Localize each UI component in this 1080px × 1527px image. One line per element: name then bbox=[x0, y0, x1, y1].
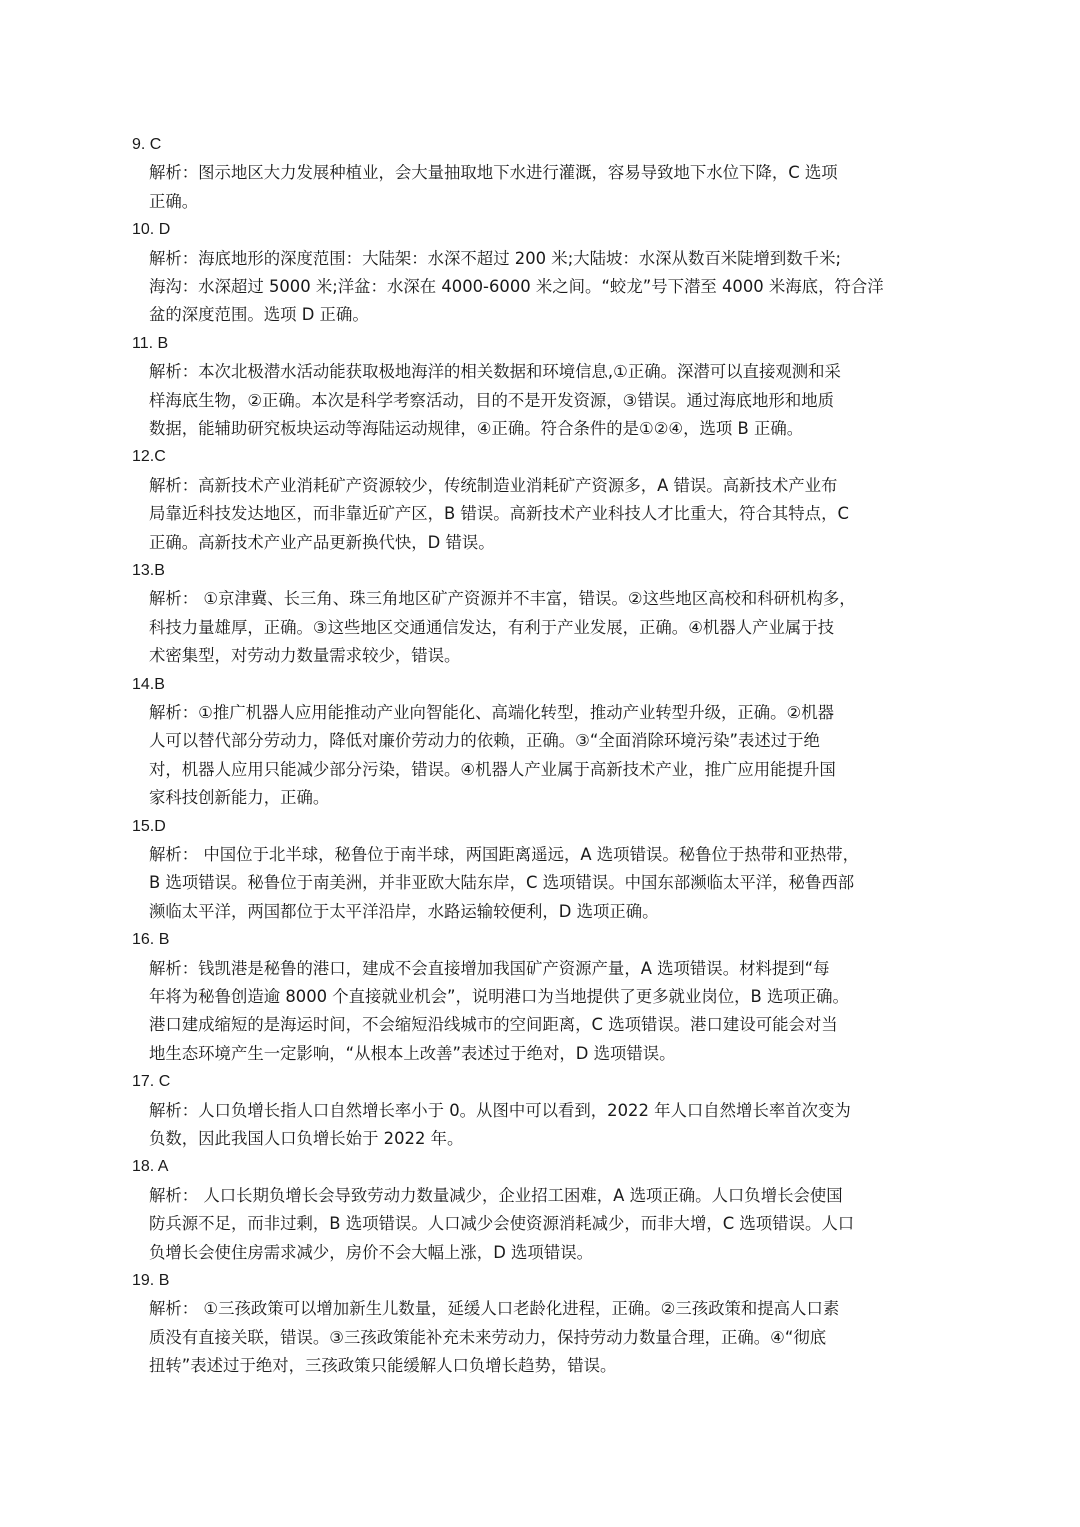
answer-item-18 bbox=[132, 1153, 962, 1267]
answer-item-17 bbox=[132, 1068, 962, 1153]
answer-number: 17. C bbox=[132, 1073, 171, 1091]
answer-explanation: 解析： 人口长期负增长会导致劳动力数量减少，企业招工困难，A 选项正确。人口负增长会使国 防兵源不足，而非过剩，B 选项错误。人口减少会使资源消耗减少，而非大增，C 选项错误。人口 负增长会使住房需求减少，房价不会大幅上涨，D 选项错误。 bbox=[149, 1185, 855, 1262]
answer-explanation: 解析：海底地形的深度范围：大陆架：水深不超过 200 米;大陆坡：水深从数百米陡增到数千米; 海沟：水深超过 5000 米;洋盆：水深在 4000-6000 米之间。“蛟龙”号下潜至 4000 米海底，符合洋 盆的深度范围。选项 D 正确。 bbox=[149, 248, 884, 325]
answer-item-9 bbox=[132, 131, 962, 216]
answer-number: 18. A bbox=[132, 1158, 169, 1176]
answer-number: 14.B bbox=[132, 675, 165, 693]
answer-explanation: 解析： ①三孩政策可以增加新生儿数量，延缓人口老龄化进程，正确。②三孩政策和提高人口素 质没有直接关联，错误。③三孩政策能补充未来劳动力，保持劳动力数量合理，正确。④“彻底 扭转”表述过于绝对，三孩政策只能缓解人口负增长趋势，错误。 bbox=[149, 1299, 840, 1376]
answer-explanation: 解析： 中国位于北半球，秘鲁位于南半球，两国距离遥远，A 选项错误。秘鲁位于热带和亚热带， B 选项错误。秘鲁位于南美洲，并非亚欧大陆东岸，C 选项错误。中国东部濒临太平洋，秘鲁西部 濒临太平洋，两国都位于太平洋沿岸，水路运输较便利，D 选项正确。 bbox=[149, 845, 860, 921]
answer-number: 10. D bbox=[132, 221, 171, 239]
answer-list bbox=[132, 131, 962, 1381]
answer-explanation: 解析：钱凯港是秘鲁的港口，建成不会直接增加我国矿产资源产量，A 选项错误。材料提到“每 年将为秘鲁创造逾 8000 个直接就业机会”，说明港口为当地提供了更多就业岗位，B 选项正确。 港口建成缩短的是海运时间，不会缩短沿线城市的空间距离，C 选项错误。港口建设可能会对当 地生态环境产生一定影响，“从根本上改善”表述过于绝对，D 选项错误。 bbox=[149, 958, 849, 1063]
answer-number: 11. B bbox=[132, 334, 169, 352]
answer-item-14 bbox=[132, 671, 962, 813]
answer-explanation: 解析：本次北极潜水活动能获取极地海洋的相关数据和环境信息,①正确。深潜可以直接观测和采 样海底生物，②正确。本次是科学考察活动，目的不是开发资源，③错误。通过海底地形和地质 数据，能辅助研究板块运动等海陆运动规律，④正确。符合条件的是①②④，选项 B 正确。 bbox=[149, 362, 841, 439]
answer-explanation: 解析：①推广机器人应用能推动产业向智能化、高端化转型，推动产业转型升级，正确。②机器 人可以替代部分劳动力，降低对廉价劳动力的依赖，正确。③“全面消除环境污染”表述过于绝 对，机器人应用只能减少部分污染，错误。④机器人产业属于高新技术产业，推广应用能提升国 家科技创新能力，正确。 bbox=[149, 703, 836, 808]
answer-explanation: 解析：人口负增长指人口自然增长率小于 0。从图中可以看到，2022 年人口自然增长率首次变为 负数，因此我国人口负增长始于 2022 年。 bbox=[149, 1100, 851, 1149]
answer-number: 9. C bbox=[132, 136, 162, 153]
answer-item-19 bbox=[132, 1267, 962, 1381]
answer-item-11 bbox=[132, 330, 962, 444]
answer-number: 13.B bbox=[132, 562, 165, 580]
answer-number: 16. B bbox=[132, 931, 170, 949]
answer-number: 19. B bbox=[132, 1272, 170, 1290]
answer-item-12 bbox=[132, 443, 962, 557]
answer-item-15 bbox=[132, 813, 962, 927]
answer-item-16 bbox=[132, 926, 962, 1068]
answer-number: 15.D bbox=[132, 817, 166, 835]
answer-number: 12.C bbox=[132, 448, 166, 466]
answer-item-13 bbox=[132, 557, 962, 671]
answer-explanation: 解析： ①京津冀、长三角、珠三角地区矿产资源并不丰富，错误。②这些地区高校和科研机构多， 科技力量雄厚，正确。③这些地区交通通信发达，有利于产业发展，正确。④机器人产业属于技 术密集型，对劳动力数量需求较少，错误。 bbox=[149, 589, 856, 666]
answer-explanation: 解析：高新技术产业消耗矿产资源较少，传统制造业消耗矿产资源多，A 错误。高新技术产业布 局靠近科技发达地区，而非靠近矿产区，B 错误。高新技术产业科技人才比重大，符合其特点，C 正确。高新技术产业产品更新换代快，D 错误。 bbox=[149, 475, 849, 552]
answer-explanation: 解析：图示地区大力发展种植业，会大量抽取地下水进行灌溉，容易导致地下水位下降，C 选项 正确。 bbox=[149, 163, 838, 211]
answer-item-10 bbox=[132, 216, 962, 330]
